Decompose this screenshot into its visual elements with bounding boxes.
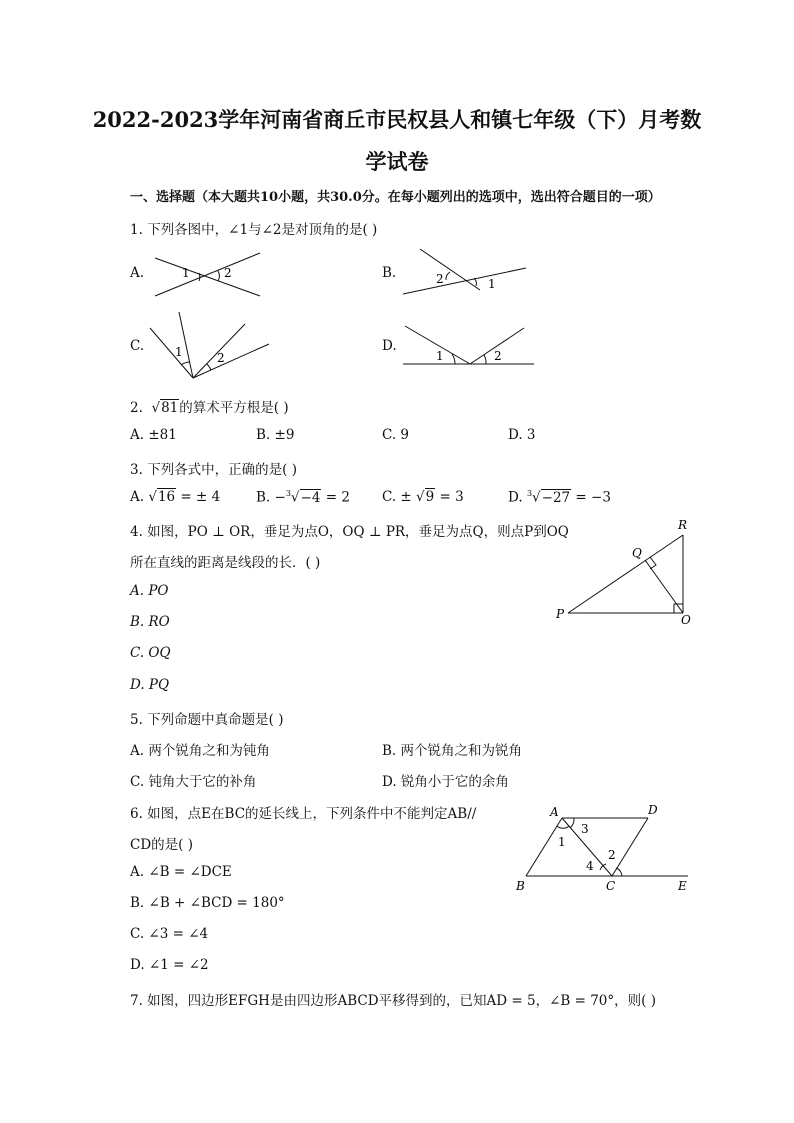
q6-figure [508, 798, 698, 898]
q3-stem: 3. 下列各式中，正确的是( ) [130, 462, 297, 478]
q6-option-d: D. ∠1 = ∠2 [130, 957, 209, 973]
q4-label-r: R [678, 518, 688, 532]
q4-option-c: C. OQ [130, 645, 171, 661]
q5-option-d: D. 锐角小于它的余角 [382, 774, 509, 790]
q1a-label-2: 2 [224, 266, 232, 280]
q1-option-c: C. [130, 338, 145, 354]
q1-option-d: D. [382, 338, 397, 354]
q4-option-a: A. PO [130, 583, 169, 599]
q1c-label-2: 2 [217, 351, 225, 365]
q6-option-c: C. ∠3 = ∠4 [130, 926, 209, 942]
q1-figure-d [400, 320, 540, 370]
q4-option-b: B. RO [130, 614, 170, 630]
q1d-label-1: 1 [436, 349, 444, 363]
q1-stem: 1. 下列各图中，∠1与∠2是对顶角的是( ) [130, 222, 378, 238]
q2-num: 2. [130, 400, 143, 416]
q1b-label-2: 2 [436, 272, 444, 286]
q1-figure-b [400, 246, 530, 300]
q1d-label-2: 2 [494, 349, 502, 363]
q6-label-b: B [516, 879, 525, 893]
q1c-label-1: 1 [175, 345, 183, 359]
q6-label-a: A [550, 805, 559, 819]
page-title-line2: 学试卷 [365, 149, 429, 174]
q6-label-d: D [648, 803, 658, 817]
q2-option-b: B. ±9 [256, 427, 295, 443]
q5-option-c: C. 钝角大于它的补角 [130, 774, 257, 790]
page-title-line1: 2022-2023学年河南省商丘市民权县人和镇七年级（下）月考数 [92, 107, 702, 132]
q7-stem: 7. 如图，四边形EFGH是由四边形ABCD平移得到的，已知AD = 5，∠B = 70°，则( ) [130, 993, 656, 1009]
q2-stem: 2. √81的算术平方根是( ) [130, 400, 289, 416]
q3-option-b: B. −$^3$√−4 = 2 [256, 489, 350, 506]
q4-option-d: D. PQ [130, 677, 170, 693]
q2-radicand: 81 [161, 400, 179, 416]
q2-rest: 的算术平方根是( ) [179, 400, 289, 416]
q5-stem: 5. 下列命题中真命题是( ) [130, 712, 284, 728]
q1a-label-1: 1 [182, 266, 190, 280]
q1-figure-c [145, 310, 275, 382]
q6-label-3: 3 [581, 822, 589, 836]
q3-option-c: C. ± √9 = 3 [382, 489, 464, 505]
q5-option-b: B. 两个锐角之和为锐角 [382, 743, 523, 759]
q4-label-o: O [681, 613, 691, 627]
q6-label-1: 1 [558, 835, 566, 849]
section-heading: 一、选择题（本大题共10小题，共30.0分。在每小题列出的选项中，选出符合题目的一项） [130, 190, 661, 205]
q4-label-q: Q [632, 546, 642, 560]
q5-option-a: A. 两个锐角之和为钝角 [130, 743, 270, 759]
q1-option-b: B. [382, 265, 397, 281]
q6-option-b: B. ∠B + ∠BCD = 180° [130, 895, 285, 911]
q6-stem-line2: CD的是( ) [130, 837, 193, 853]
q1-figure-a [150, 248, 270, 300]
q2-option-c: C. 9 [382, 427, 410, 443]
q4-stem-line1: 4. 如图，PO ⊥ OR，垂足为点O，OQ ⊥ PR，垂足为点Q，则点P到OQ [130, 524, 569, 540]
q6-label-e: E [678, 879, 687, 893]
q4-figure [552, 515, 702, 630]
q6-option-a: A. ∠B = ∠DCE [130, 864, 232, 880]
q6-label-4: 4 [586, 859, 594, 873]
q1-option-a: A. [130, 265, 145, 281]
q1b-label-1: 1 [488, 277, 496, 291]
q6-stem-line1: 6. 如图，点E在BC的延长线上，下列条件中不能判定AB// [130, 806, 477, 822]
q6-label-c: C [606, 879, 616, 893]
q3-option-d: D. $^3$√−27 = −3 [508, 489, 611, 506]
q6-label-2: 2 [608, 848, 616, 862]
q4-label-p: P [556, 607, 565, 621]
q3-option-a: A. √16 = ± 4 [130, 489, 221, 505]
q2-option-a: A. ±81 [130, 427, 177, 443]
q4-stem-line2: 所在直线的距离是线段的长．( ) [130, 555, 321, 571]
q2-option-d: D. 3 [508, 427, 536, 443]
